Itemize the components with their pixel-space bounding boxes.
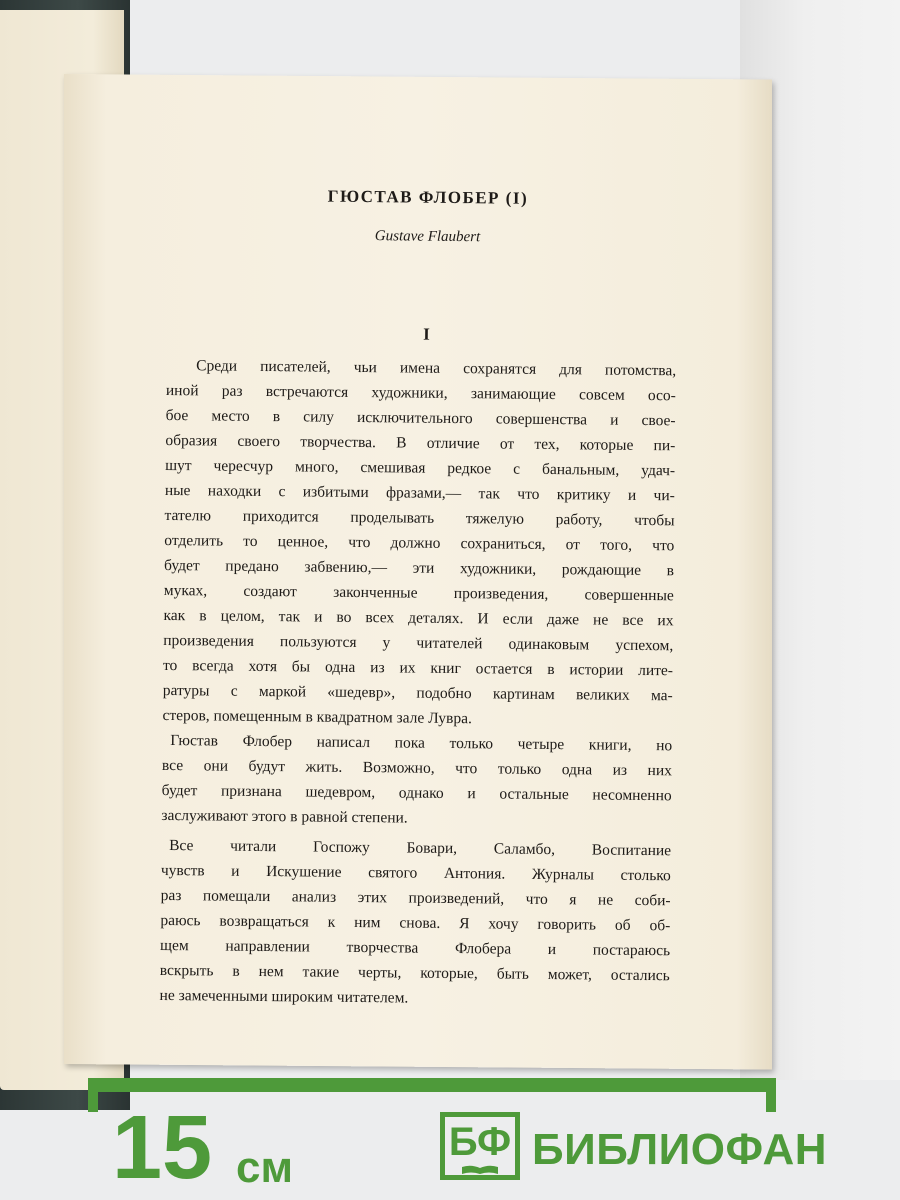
text-line: раюсь возвращаться к ним снова. Я хочу говорить об об- [160,911,671,935]
text-line: образия своего творчества. В отличие от тех, которые пи- [165,431,676,455]
text-line: стеров, помещенным в квадратном зале Лувра. [162,706,473,728]
ruler-tick-left [88,1078,98,1112]
text-line: отделить то ценное, что должно сохраниться, от того, что [164,531,675,555]
text-line: произведения пользуются у читателей одинаковым успехом, [163,631,674,655]
text-line: ные находки с избитыми фразами,— так что критику и чи- [164,481,675,505]
text-line: Среди писателей, чьи имена сохранятся для потомства, [196,357,677,380]
watermark-name: БИБЛИОФАН [532,1125,828,1174]
text-line: раз помещали анализ этих произведений, что я не соби- [160,886,671,910]
text-line: не замеченными широким читателем. [159,986,409,1007]
ruler-bar [88,1078,776,1092]
text-line: как в целом, так и во всех деталях. И если даже не все их [163,606,674,630]
text-line: заслуживают этого в равной степени. [161,806,408,827]
text-line: муках, создают законченные произведения, совершенные [163,581,674,605]
text-line: щем направлении творчества Флобера и постараюсь [160,936,671,960]
text-line: чувств и Искушение святого Антония. Журналы столько [160,861,671,885]
text-line: Все читали Госпожу Бовари, Саламбо, Воспитание [169,837,672,860]
ruler-unit: см [236,1143,294,1192]
text-line: вскрыть в нем такие черты, которые, быть может, остались [159,961,670,985]
ruler-tick-right [766,1078,776,1112]
page-text [160,0,690,1005]
logo-icon [440,1112,520,1180]
text-line: ратуры с маркой «шедевр», подобно картинам великих ма- [162,681,673,705]
text-line: шут чересчур много, смешивая редкое с банальным, удач- [165,456,676,480]
logo-mark: БФ [448,1120,512,1164]
text-line: бое место в силу исключительного совершенства и свое- [165,406,676,430]
open-book-icon [461,1165,499,1175]
chapter-title: ГЮСТАВ ФЛОБЕР (I) [327,186,529,208]
text-line: Гюстав Флобер написал пока только четыре книги, но [170,732,673,755]
text-line: иной раз встречаются художники, занимающие совсем осо- [165,381,676,405]
chapter-subtitle: Gustave Flaubert [374,228,481,246]
text-line: все они будут жить. Возможно, что только одна из них [161,756,673,780]
ruler-value: 15 [112,1098,213,1198]
text-line: тателю приходится проделывать тяжелую работу, чтобы [164,506,675,530]
text-line: будет признана шедевром, однако и остальные несомненно [161,781,672,805]
text-line: то всегда хотя бы одна из их книг остается в истории лите- [162,656,674,680]
text-line: будет предано забвению,— эти художники, рождающие в [163,556,675,580]
section-number: I [423,324,430,344]
